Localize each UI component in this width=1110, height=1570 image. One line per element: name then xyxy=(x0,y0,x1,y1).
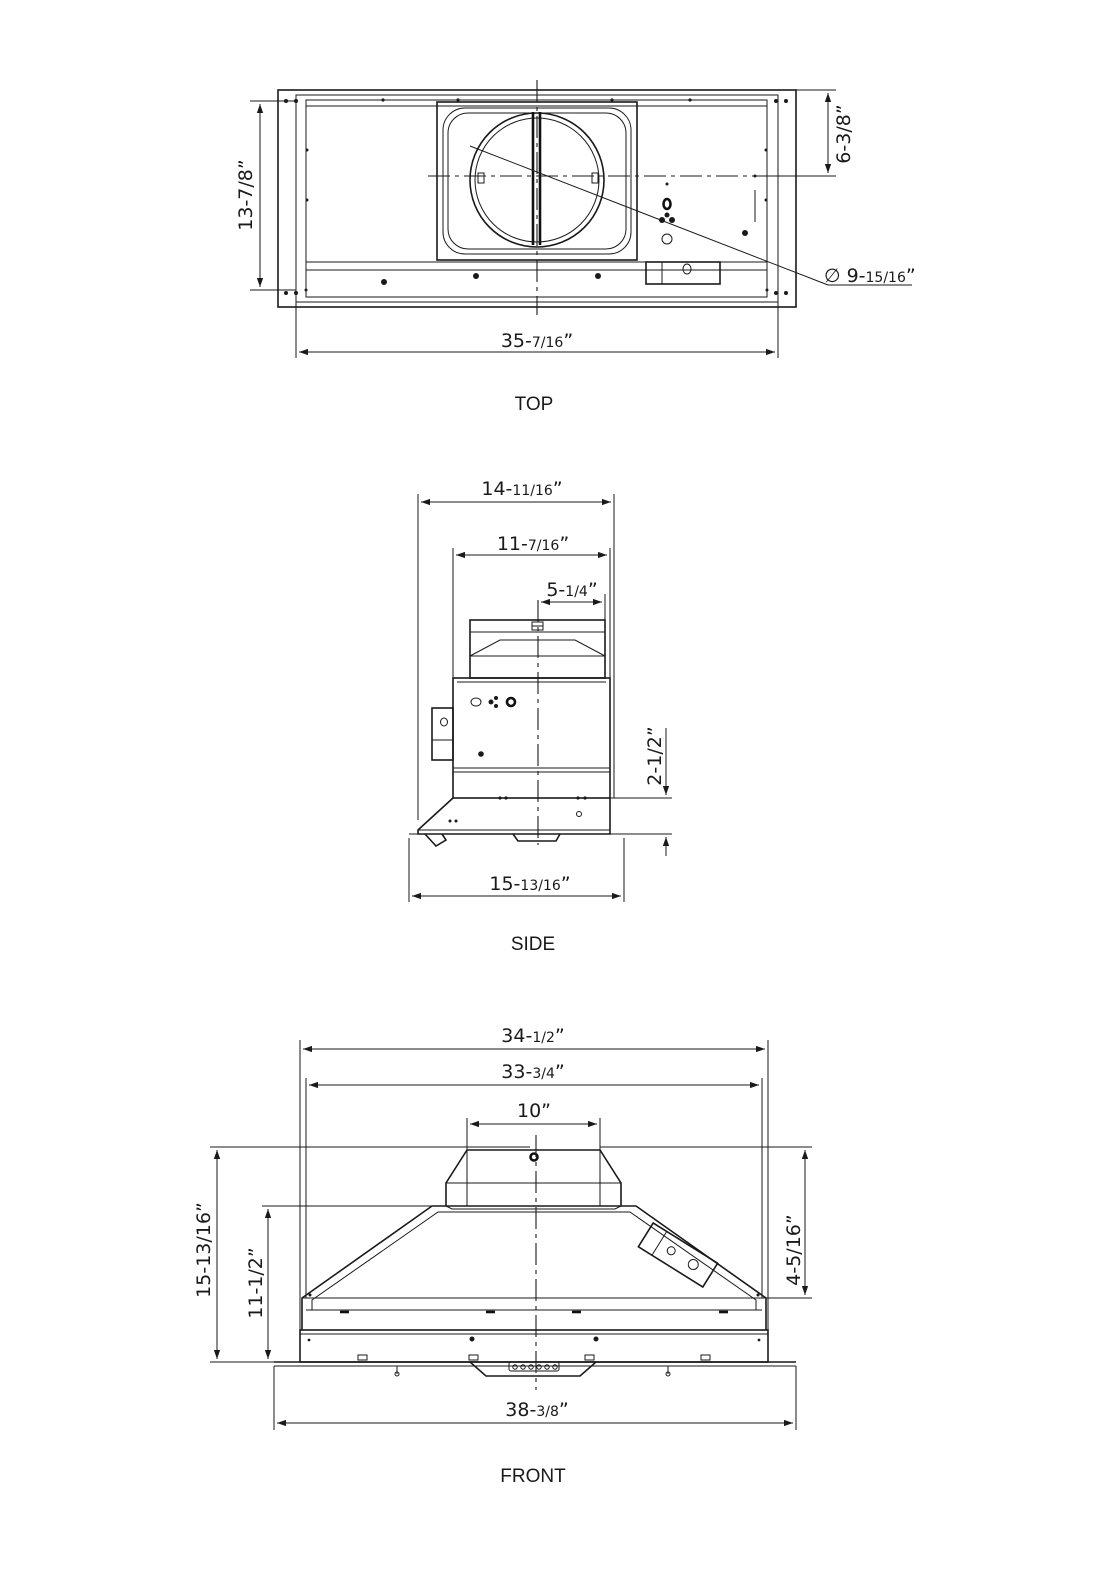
side-view xyxy=(409,478,672,955)
front-height-right-dim xyxy=(600,1147,812,1298)
top-view-label: TOP xyxy=(514,394,554,415)
side-duct-dim xyxy=(541,579,605,620)
front-inner-label: 33-3/4” xyxy=(501,1061,565,1083)
side-inner-label: 11-7/16” xyxy=(496,533,570,555)
side-duct-label: 5-1/4” xyxy=(546,579,598,601)
front-height-body-dim xyxy=(245,1206,432,1359)
top-height-label: 13-7/8” xyxy=(235,159,257,231)
front-view xyxy=(193,1025,812,1487)
front-height-right-label: 4-5/16” xyxy=(783,1214,805,1286)
top-offset-label: 6-3/8” xyxy=(833,104,855,164)
front-view-label: FRONT xyxy=(500,1466,566,1487)
side-bottom-label: 15-13/16” xyxy=(489,873,571,895)
top-height-dim xyxy=(235,101,296,290)
front-inner-dim xyxy=(306,1061,762,1298)
front-liner-label: 38-3/8” xyxy=(505,1399,569,1421)
top-offset-dim xyxy=(770,90,855,176)
side-lip-label: 2-1/2” xyxy=(644,726,666,786)
side-view-label: SIDE xyxy=(510,934,556,955)
front-height-body-label: 11-1/2” xyxy=(245,1247,267,1319)
side-overall-top-label: 14-11/16” xyxy=(481,478,563,500)
front-duct-label: 10” xyxy=(516,1100,552,1122)
front-height-total-label: 15-13/16” xyxy=(193,1202,215,1298)
side-bottom-dim xyxy=(409,838,624,902)
side-overall-top-dim xyxy=(418,478,614,820)
front-outer-label: 34-1/2” xyxy=(501,1025,565,1047)
top-diameter-label: ∅ 9-15/16” xyxy=(824,265,916,287)
top-view xyxy=(235,80,916,415)
front-duct-dim xyxy=(467,1100,600,1150)
top-width-label: 35-7/16” xyxy=(500,330,574,352)
side-lip-dim xyxy=(624,726,672,856)
